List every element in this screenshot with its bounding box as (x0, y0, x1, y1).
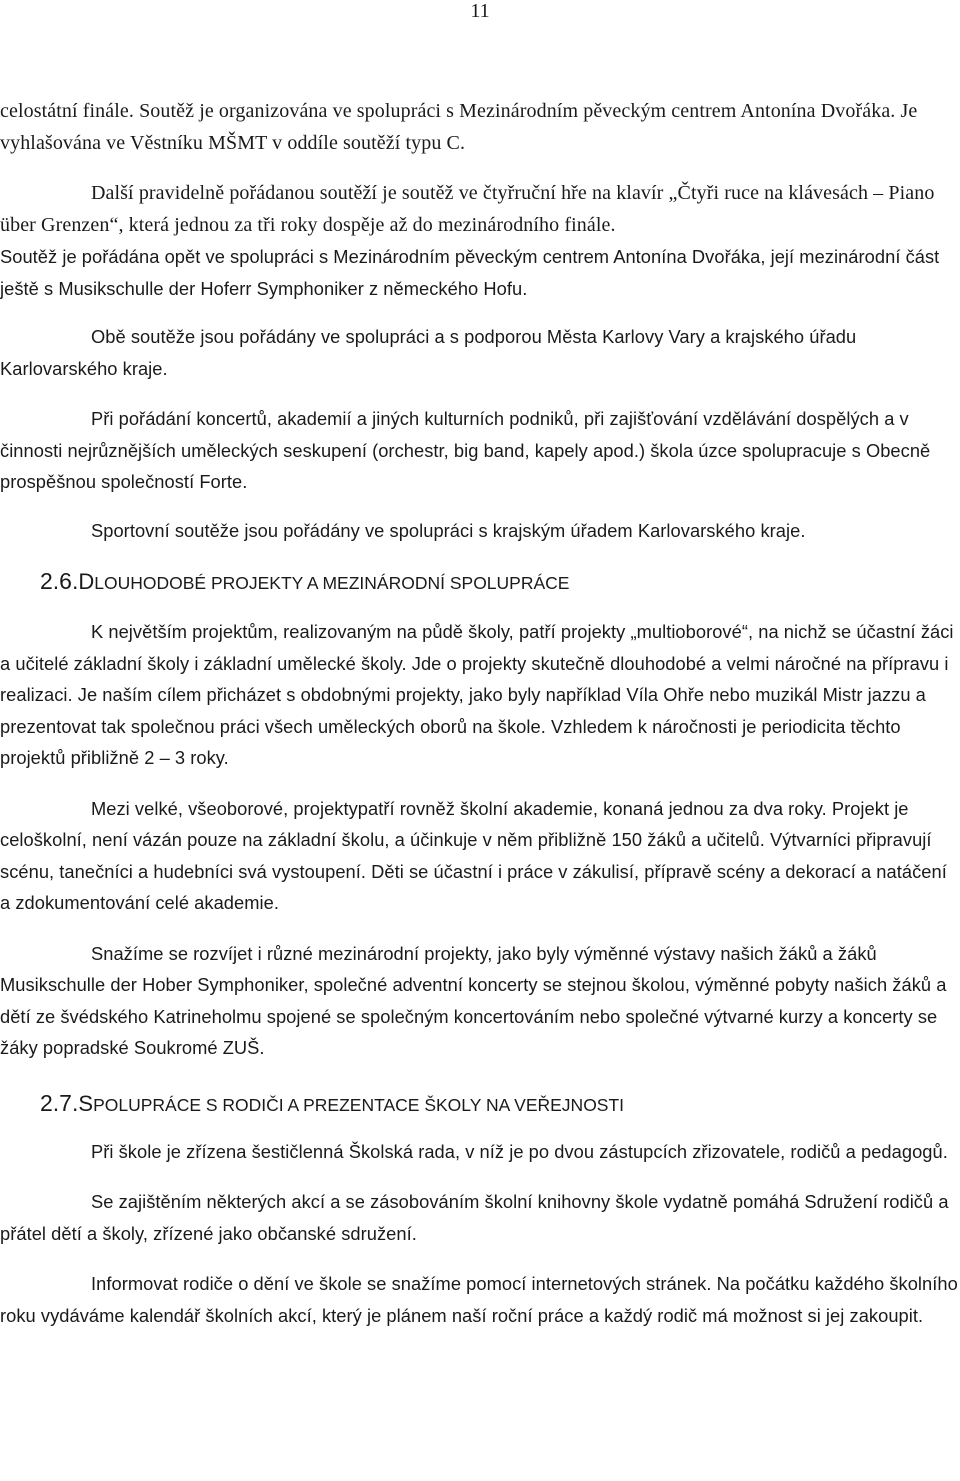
section-heading-2-6 (40, 568, 960, 608)
document-body (0, 96, 960, 1331)
section-heading-2-7 (40, 1090, 960, 1130)
paragraph-parents-association: Se zajištěním některých akcí a se zásobováním školní knihovny škole vydatně pomáhá Sdružení rodičů a přátel dětí a školy, zřízené jako občanské sdružení. (0, 1191, 949, 1244)
paragraph-international-projects: Snažíme se rozvíjet i různé mezinárodní projekty, jako byly výměnné výstavy našich žáků a žáků Musikschulle der Hober Symphoniker, společné adventní koncerty se stejnou školou, výměnné pobyty našich žáků a dětí ze švédského Katrineholmu spojené se společným koncertováním nebo společné výtvarné kurzy a koncerty se žáky popradské Soukromé ZUŠ. (0, 942, 947, 1058)
paragraph-piano-organization: Soutěž je pořádána opět ve spolupráci s Mezinárodním pěveckým centrem Antonína Dvořáka, její mezinárodní část ještě s Musikschulle der Hoferr Symphoniker z německého Hofu. (0, 246, 940, 299)
paragraph-school-academy: Mezi velké, všeoborové, projektypatří rovněž školní akademie, konaná jednou za dva roky. Projekt je celoškolní, není vázán pouze na základní školu, a účinkuje v něm přibližně 150 žáků a učitelů. Výtvarníci připravují scénu, tanečníci a hudebníci svá vystoupení. Děti se účastní i práce v zákulisí, přípravě scény a dekorací a natáčení a zdokumentování celé akademie. (0, 797, 947, 913)
paragraph-forte-cooperation: Při pořádání koncertů, akademií a jiných kulturních podniků, při zajišťování vzdělávání dospělých a v činnosti nejrůznějších uměleckých seskupení (orchestr, big band, kapely apod.) škola úzce spolupracuje s Obecně prospěšnou společností Forte. (0, 408, 931, 492)
paragraph-piano-competition: Další pravidelně pořádanou soutěží je soutěž ve čtyřruční hře na klavír „Čtyři ruce na klávesách – Piano über Grenzen“, která jednou za tři roky dospěje až do mezinárodního finále. (0, 182, 935, 236)
section-number: 2.6. (40, 568, 79, 594)
paragraph-city-support: Obě soutěže jsou pořádány ve spolupráci a s podporou Města Karlovy Vary a krajského úřadu Karlovarského kraje. (0, 326, 857, 379)
paragraph-sports: Sportovní soutěže jsou pořádány ve spolupráci s krajským úřadem Karlovarského kraje. (91, 519, 806, 541)
section-title: SPOLUPRÁCE S RODIČI A PREZENTACE ŠKOLY NA VEŘEJNOSTI (78, 1090, 625, 1116)
section-number: 2.7. (40, 1089, 79, 1116)
paragraph-school-council: Při škole je zřízena šestičlenná Školská rada, v níž je po dvou zástupcích zřizovatele, rodičů a pedagogů. (91, 1140, 948, 1162)
section-title: DLOUHODOBÉ PROJEKTY A MEZINÁRODNÍ SPOLUPRÁCE (78, 569, 570, 594)
paragraph-finale: celostátní finále. Soutěž je organizována ve spolupráci s Mezinárodním pěveckým centrem Antonína Dvořáka. Je vyhlašována ve Věstníku MŠMT v oddíle soutěží typu C. (0, 100, 918, 154)
page-number: 11 (470, 0, 490, 22)
paragraph-long-term-projects: K největším projektům, realizovaným na půdě školy, patří projekty „multioborové“, na nichž se účastní žáci a učitelé základní školy i základní umělecké školy. Jde o projekty skutečně dlouhodobé a velmi náročné na přípravu i realizaci. Je naším cílem přicházet s obdobnými projekty, jako byly například Víla Ohře nebo muzikál Mistr jazzu a prezentovat tak společnou práci všech uměleckých oborů na škole. Vzhledem k náročnosti je periodicita těchto projektů přibližně 2 – 3 roky. (0, 621, 954, 768)
paragraph-informing-parents: Informovat rodiče o dění ve škole se snažíme pomocí internetových stránek. Na počátku každého školního roku vydáváme kalendář školních akcí, který je plánem naší roční práce a každý rodič má možnost si jej zakoupit. (0, 1273, 958, 1326)
